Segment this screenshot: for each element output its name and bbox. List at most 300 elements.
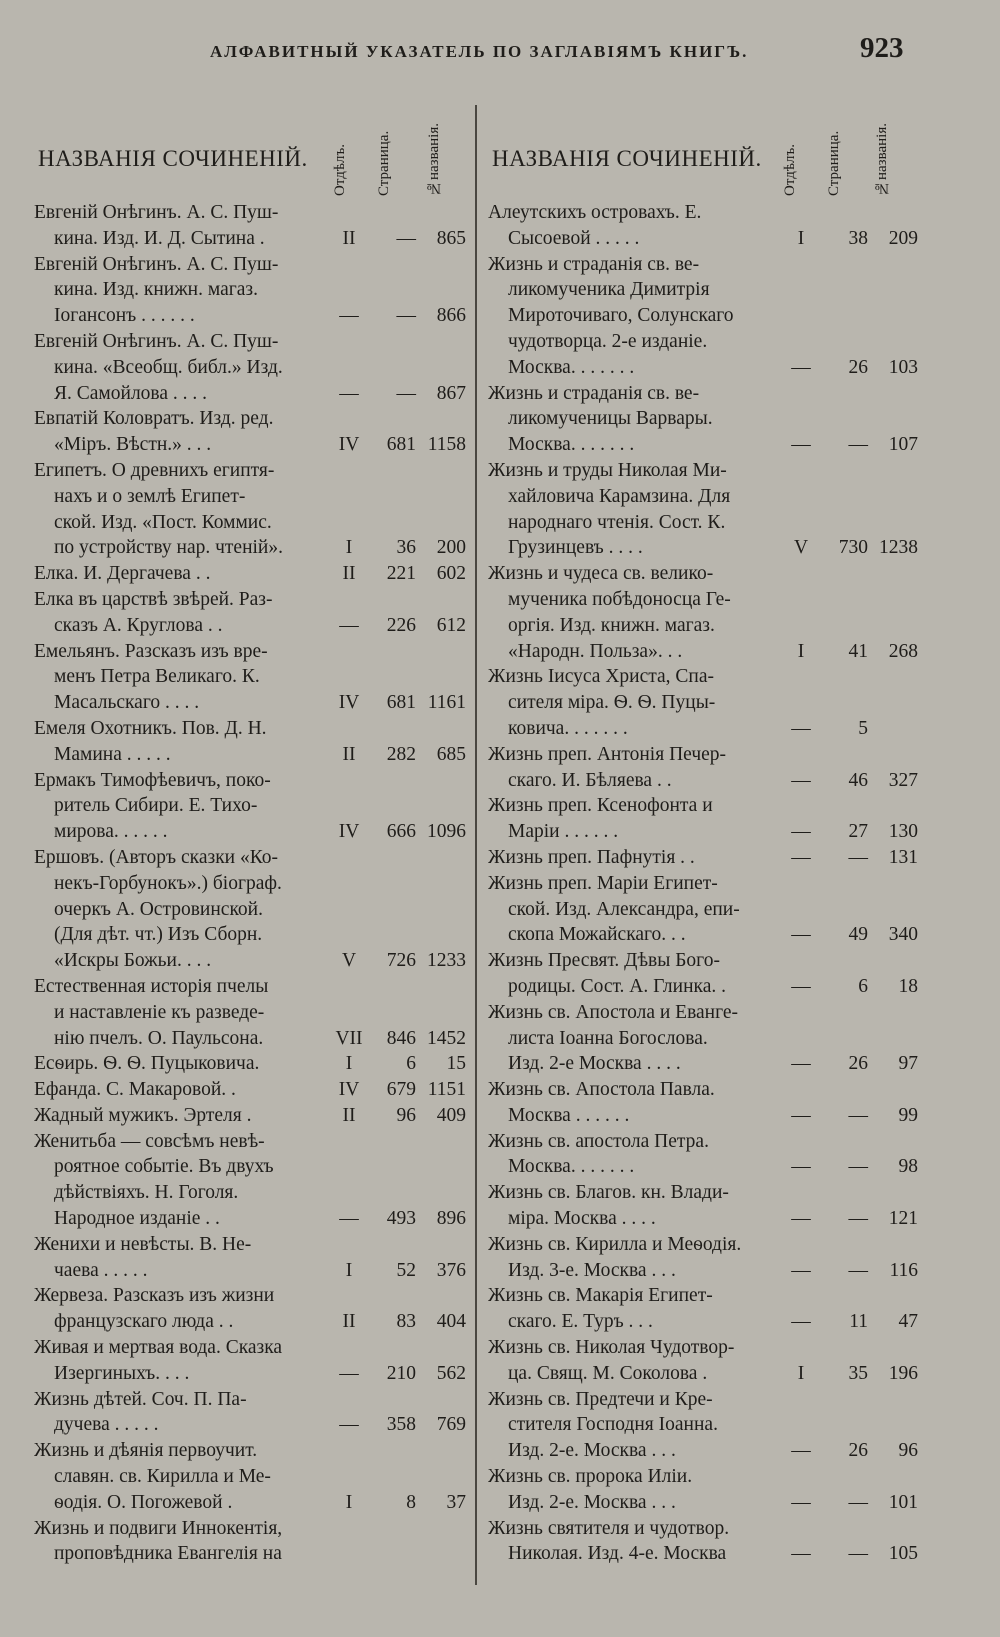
- entry-title-line: «Искры Божьи. . . .: [54, 950, 212, 972]
- entry-page: 282: [386, 743, 416, 765]
- entry-title-line: Народное изданіе . .: [54, 1208, 220, 1230]
- right-column: [488, 100, 918, 1567]
- entry-department: I: [797, 1362, 805, 1384]
- titles-heading: НАЗВАНІЯ СОЧИНЕНІЙ.: [38, 146, 308, 171]
- index-entry: [34, 1077, 466, 1103]
- entry-title-line: Елка. И. Дергачева . .: [34, 563, 211, 585]
- entry-number: 685: [436, 743, 466, 765]
- index-entry: [34, 1103, 466, 1129]
- entry-department: —: [339, 1414, 359, 1436]
- entry-title-line: Емеля Охотникъ. Пов. Д. Н.: [34, 717, 267, 739]
- entry-department: —: [791, 1259, 811, 1281]
- entry-title-line: родицы. Сост. А. Глинка. .: [508, 975, 726, 997]
- entry-title: [488, 1387, 780, 1464]
- entry-title: [34, 458, 328, 561]
- entry-title: [34, 974, 328, 1051]
- entry-title: [488, 664, 780, 741]
- entry-number: 200: [436, 537, 466, 559]
- entry-department: I: [797, 640, 805, 662]
- entry-title-line: Женихи и невѣсты. В. Не-: [34, 1233, 252, 1255]
- entry-title-line: Жизнь и чудеса св. велико-: [488, 563, 714, 585]
- entry-title-line: ковича. . . . . . .: [508, 717, 628, 739]
- index-entry: [488, 458, 918, 561]
- entry-title-line: славян. св. Кирилла и Ме-: [54, 1466, 271, 1488]
- entry-title: [34, 768, 328, 845]
- entry-title-line: менъ Петра Великаго. К.: [54, 666, 260, 688]
- department-heading: Отдѣлъ.: [782, 144, 798, 196]
- entry-page: 730: [838, 537, 868, 559]
- entry-number: 1161: [427, 692, 466, 714]
- entry-title-line: ца. Свящ. М. Соколова .: [508, 1362, 708, 1384]
- entry-page: 226: [386, 614, 416, 636]
- entry-title-line: скопа Можайскаго. . .: [508, 924, 686, 946]
- entry-title-line: Жизнь св. Апостола и Еванге-: [488, 1001, 739, 1023]
- index-entry: [34, 639, 466, 716]
- entry-number: 105: [888, 1543, 918, 1565]
- entry-page: 5: [858, 717, 868, 739]
- entry-title: [488, 793, 780, 845]
- entry-number: 47: [898, 1311, 918, 1333]
- entry-title: [488, 1283, 780, 1335]
- entry-number: 121: [888, 1208, 918, 1230]
- entry-department: —: [791, 1440, 811, 1462]
- entry-title-line: ритель Сибири. Е. Тихо-: [54, 795, 258, 817]
- index-entry: [488, 200, 918, 252]
- entry-title-line: (Для дѣт. чт.) Изъ Сборн.: [54, 924, 263, 946]
- number-heading: №названія.: [426, 123, 442, 196]
- entry-number: 18: [898, 975, 918, 997]
- entry-title: [488, 1129, 780, 1181]
- entry-title-line: некъ-Горбунокъ».) біограф.: [54, 872, 282, 894]
- entry-title-line: Жизнь св. Благов. кн. Влади-: [488, 1182, 729, 1204]
- entry-title-line: Жизнь преп. Пафнутія . .: [488, 846, 695, 868]
- entry-title-line: Жизнь и страданія св. ве-: [488, 253, 700, 275]
- entry-number: 116: [889, 1259, 918, 1281]
- entry-page: —: [396, 305, 416, 327]
- entry-title-line: чудотворца. 2-е изданіе.: [508, 330, 708, 352]
- entry-page: 358: [386, 1414, 416, 1436]
- left-entry-list: [34, 200, 466, 1567]
- index-entry: [34, 200, 466, 252]
- entry-title-line: Жизнь св. апостола Петра.: [488, 1130, 709, 1152]
- entry-title: [34, 329, 328, 406]
- entry-page: —: [396, 227, 416, 249]
- entry-title: [488, 742, 780, 794]
- entry-department: I: [345, 1053, 353, 1075]
- entry-title-line: очеркъ А. Островинской.: [54, 898, 263, 920]
- entry-title: [34, 252, 328, 329]
- entry-title: [34, 1232, 328, 1284]
- entry-title-line: Жизнь и труды Николая Ми-: [488, 459, 727, 481]
- index-entry: [34, 1232, 466, 1284]
- index-entry: [34, 561, 466, 587]
- entry-title: [488, 1335, 780, 1387]
- entry-title: [34, 1335, 328, 1387]
- index-entry: [34, 1516, 466, 1568]
- entry-number: 1233: [427, 950, 466, 972]
- entry-title-line: мирова. . . . . .: [54, 821, 168, 843]
- entry-title-line: Изд. 2-е. Москва . . .: [508, 1440, 676, 1462]
- entry-department: —: [791, 356, 811, 378]
- left-column: [34, 100, 466, 1567]
- index-entry: [488, 948, 918, 1000]
- entry-page: 681: [386, 434, 416, 456]
- entry-title-line: Москва . . . . . .: [508, 1104, 630, 1126]
- entry-title: [34, 1283, 328, 1335]
- index-entry: [488, 1129, 918, 1181]
- entry-title-line: сказъ А. Круглова . .: [54, 614, 223, 636]
- entry-page: 493: [386, 1208, 416, 1230]
- entry-page: —: [396, 382, 416, 404]
- entry-number: 340: [888, 924, 918, 946]
- entry-department: —: [339, 305, 359, 327]
- entry-department: II: [342, 1104, 356, 1126]
- entry-title-line: Изд. 2-е Москва . . . .: [508, 1053, 681, 1075]
- entry-page: 26: [848, 1053, 868, 1075]
- entry-department: —: [791, 1053, 811, 1075]
- page-heading: Страница.: [376, 130, 392, 196]
- entry-title-line: ской. Изд. Александра, епи-: [508, 898, 740, 920]
- entry-department: II: [342, 743, 356, 765]
- index-entry: [34, 1438, 466, 1515]
- index-entry: [488, 561, 918, 664]
- entry-number: 1238: [879, 537, 918, 559]
- entry-page: 6: [406, 1053, 416, 1075]
- entry-number: 131: [888, 846, 918, 868]
- entry-department: II: [342, 227, 356, 249]
- entry-title-line: стителя Господня Іоанна.: [508, 1414, 718, 1436]
- entry-number: 101: [888, 1491, 918, 1513]
- entry-page: —: [848, 1208, 868, 1230]
- entry-title-line: Изергиныхъ. . . .: [54, 1362, 190, 1384]
- entry-department: —: [791, 821, 811, 843]
- entry-title: [34, 1129, 328, 1232]
- entry-page: —: [848, 1259, 868, 1281]
- entry-title-line: Москва. . . . . . .: [508, 434, 635, 456]
- entry-title: [488, 458, 780, 561]
- entry-title: [488, 200, 780, 252]
- entry-department: —: [791, 1104, 811, 1126]
- entry-title-line: Жизнь св. Апостола Павла.: [488, 1079, 715, 1101]
- entry-title-line: Евгеній Онѣгинъ. А. С. Пуш-: [34, 202, 279, 223]
- entry-department: —: [791, 975, 811, 997]
- entry-title: [34, 845, 328, 974]
- entry-title-line: Жизнь преп. Ксенофонта и: [488, 795, 713, 817]
- entry-title-line: Грузинцевъ . . . .: [508, 537, 643, 559]
- entry-title: [34, 639, 328, 716]
- entry-title-line: Ершовъ. (Авторъ сказки «Ко-: [34, 846, 279, 868]
- entry-title-line: Ермакъ Тимофѣевичъ, поко-: [34, 769, 271, 791]
- page-heading: Страница.: [826, 130, 842, 196]
- running-title: АЛФАВИТНЫЙ УКАЗАТЕЛЬ ПО ЗАГЛАВІЯМЪ КНИГЪ.: [210, 42, 749, 61]
- entry-title-line: дучева . . . . .: [54, 1414, 159, 1436]
- entry-title-line: сителя міра. Ѳ. Ѳ. Пуцы-: [508, 692, 716, 714]
- entry-page: 46: [848, 769, 868, 791]
- entry-title-line: Жизнь Пресвят. Дѣвы Бого-: [488, 950, 720, 972]
- entry-title-line: скаго. И. Бѣляева . .: [508, 769, 672, 791]
- entry-number: 1158: [427, 434, 466, 456]
- entry-title-line: Изд. 3-е. Москва . . .: [508, 1259, 676, 1281]
- entry-page: 35: [848, 1362, 868, 1384]
- entry-title-line: мученика побѣдоносца Ге-: [508, 588, 731, 610]
- index-entry: [488, 1464, 918, 1516]
- index-entry: [488, 845, 918, 871]
- titles-heading: НАЗВАНІЯ СОЧИНЕНІЙ.: [492, 146, 762, 171]
- entry-title: [488, 1232, 780, 1284]
- index-entry: [488, 1077, 918, 1129]
- entry-title-line: Жизнь св. Макарія Египет-: [488, 1285, 713, 1307]
- entry-title-line: Жизнь Іисуса Христа, Спа-: [488, 666, 714, 688]
- index-entry: [34, 458, 466, 561]
- entry-page: 26: [848, 1440, 868, 1462]
- entry-department: I: [345, 1491, 353, 1513]
- entry-title: [488, 1464, 780, 1516]
- entry-number: 602: [436, 563, 466, 585]
- entry-page: 26: [848, 356, 868, 378]
- entry-page: 49: [848, 924, 868, 946]
- entry-title-line: ѳодія. О. Погожевой .: [54, 1491, 233, 1513]
- right-column-header: [488, 100, 918, 200]
- entry-title-line: нахъ и о землѣ Египет-: [54, 485, 246, 507]
- entry-number: 865: [436, 227, 466, 249]
- entry-department: —: [339, 1208, 359, 1230]
- entry-department: —: [791, 1208, 811, 1230]
- entry-page: 8: [406, 1491, 416, 1513]
- entry-number: 376: [436, 1259, 466, 1281]
- entry-number: 107: [888, 434, 918, 456]
- entry-title-line: по устройству нар. чтеній».: [54, 537, 283, 559]
- index-entry: [34, 406, 466, 458]
- entry-title-line: Емельянъ. Разсказъ изъ вре-: [34, 640, 268, 662]
- index-entry: [488, 1180, 918, 1232]
- entry-title-line: Жизнь святителя и чудотвор.: [488, 1517, 730, 1539]
- entry-number: 409: [436, 1104, 466, 1126]
- entry-title: [488, 845, 780, 871]
- entry-title-line: Алеутскихъ островахъ. Е.: [488, 202, 702, 223]
- entry-page: 83: [396, 1311, 416, 1333]
- entry-department: II: [342, 1311, 356, 1333]
- entry-title-line: Живая и мертвая вода. Сказка: [34, 1337, 283, 1359]
- right-entry-list: [488, 200, 918, 1567]
- entry-title: [488, 871, 780, 948]
- entry-department: —: [339, 614, 359, 636]
- left-column-header: [34, 100, 466, 200]
- entry-title: [34, 1438, 328, 1515]
- entry-number: 209: [888, 227, 918, 249]
- entry-title-line: Жизнь и страданія св. ве-: [488, 382, 700, 404]
- entry-page: 6: [858, 975, 868, 997]
- entry-title-line: дѣйствіяхъ. Н. Гоголя.: [54, 1182, 239, 1204]
- entry-title-line: Москва. . . . . . .: [508, 1156, 635, 1178]
- entry-title-line: Изд. 2-е. Москва . . .: [508, 1491, 676, 1513]
- department-heading: Отдѣлъ.: [332, 144, 348, 196]
- entry-department: IV: [338, 821, 360, 843]
- entry-title-line: Жизнь св. Николая Чудотвор-: [488, 1337, 735, 1359]
- entry-title: [488, 561, 780, 664]
- entry-page: 27: [848, 821, 868, 843]
- entry-title-line: хайловича Карамзина. Для: [508, 485, 731, 507]
- entry-title: [488, 1077, 780, 1129]
- entry-number: 98: [898, 1156, 918, 1178]
- entry-department: —: [791, 1543, 811, 1565]
- entry-department: —: [791, 1156, 811, 1178]
- entry-title-line: Есѳирь. Ѳ. Ѳ. Пуцыковича.: [34, 1053, 260, 1075]
- entry-title-line: Жизнь преп. Маріи Египет-: [488, 872, 718, 894]
- entry-title-line: Жервеза. Разсказъ изъ жизни: [34, 1285, 275, 1307]
- entry-number: 896: [436, 1208, 466, 1230]
- entry-title-line: Жадный мужикъ. Эртеля .: [34, 1104, 252, 1126]
- entry-title: [34, 587, 328, 639]
- entry-title-line: Николая. Изд. 4-е. Москва: [508, 1543, 727, 1565]
- index-entry: [488, 742, 918, 794]
- entry-title-line: Жизнь св. Кирилла и Меѳодія.: [488, 1233, 742, 1255]
- entry-title: [488, 1000, 780, 1077]
- entry-page: 11: [849, 1311, 868, 1333]
- entry-title: [34, 1077, 328, 1103]
- entry-title-line: Сысоевой . . . . .: [508, 227, 640, 249]
- entry-title-line: Елка въ царствѣ звѣрей. Раз-: [34, 588, 273, 610]
- entry-department: —: [791, 924, 811, 946]
- entry-number: 268: [888, 640, 918, 662]
- entry-title-line: «Народн. Польза». . .: [508, 640, 683, 662]
- column-divider: [475, 105, 477, 1585]
- entry-title: [34, 1516, 328, 1568]
- entry-page: 38: [848, 227, 868, 249]
- entry-title-line: Москва. . . . . . .: [508, 356, 635, 378]
- index-entry: [488, 664, 918, 741]
- entry-title-line: «Міръ. Вѣстн.» . . .: [54, 434, 212, 456]
- index-entry: [34, 1335, 466, 1387]
- entry-title-line: Евпатій Коловратъ. Изд. ред.: [34, 408, 274, 430]
- entry-title-line: Жизнь преп. Антонія Печер-: [488, 743, 727, 765]
- entry-number: 196: [888, 1362, 918, 1384]
- entry-title-line: чаева . . . . .: [54, 1259, 148, 1281]
- entry-title-line: ликомученицы Варвары.: [508, 408, 713, 430]
- entry-title-line: Жизнь св. пророка Иліи.: [488, 1466, 693, 1488]
- entry-number: 866: [436, 305, 466, 327]
- index-entry: [488, 381, 918, 458]
- entry-title: [488, 948, 780, 1000]
- index-entry: [34, 329, 466, 406]
- entry-number: 404: [436, 1311, 466, 1333]
- entry-department: —: [339, 1362, 359, 1384]
- entry-number: 327: [888, 769, 918, 791]
- entry-title-line: Естественная исторія пчелы: [34, 975, 269, 997]
- entry-title-line: Жизнь и дѣянія первоучит.: [34, 1440, 258, 1462]
- entry-title-line: Іогансонъ . . . . . .: [54, 305, 195, 327]
- entry-department: —: [791, 434, 811, 456]
- entry-page: 666: [386, 821, 416, 843]
- entry-title-line: кина. Изд. книжн. магаз.: [54, 279, 258, 301]
- entry-page: —: [848, 1543, 868, 1565]
- index-entry: [34, 974, 466, 1051]
- entry-page: 41: [848, 640, 868, 662]
- entry-title: [34, 716, 328, 768]
- entry-title: [488, 381, 780, 458]
- index-entry: [34, 768, 466, 845]
- entry-title-line: народнаго чтенія. Сост. К.: [508, 511, 726, 533]
- entry-page: 679: [386, 1079, 416, 1101]
- entry-page: 221: [386, 563, 416, 585]
- entry-title-line: Египетъ. О древнихъ египтя-: [34, 459, 275, 481]
- index-entry: [34, 716, 466, 768]
- entry-title-line: кина. Изд. И. Д. Сытина .: [54, 227, 265, 249]
- entry-number: 1452: [427, 1027, 466, 1049]
- entry-title: [34, 1051, 328, 1077]
- entry-title: [34, 200, 328, 252]
- entry-page: 96: [396, 1104, 416, 1126]
- entry-title-line: нію пчелъ. О. Паульсона.: [54, 1027, 264, 1049]
- index-entry: [488, 1232, 918, 1284]
- entry-title: [34, 406, 328, 458]
- entry-title-line: оргія. Изд. книжн. магаз.: [508, 614, 715, 636]
- entry-title-line: скаго. Е. Туръ . . .: [508, 1311, 653, 1333]
- index-entry: [34, 252, 466, 329]
- entry-title-line: французскаго люда . .: [54, 1311, 234, 1333]
- entry-page: 726: [386, 950, 416, 972]
- entry-number: 769: [436, 1414, 466, 1436]
- number-heading: №названія.: [874, 123, 890, 196]
- index-entry: [488, 1387, 918, 1464]
- entry-title-line: Маріи . . . . . .: [508, 821, 619, 843]
- entry-title-line: Ефанда. С. Макаровой. .: [34, 1079, 236, 1101]
- entry-title-line: Евгеній Онѣгинъ. А. С. Пуш-: [34, 330, 279, 352]
- entry-title-line: кина. «Всеобщ. библ.» Изд.: [54, 356, 283, 378]
- entry-page: 846: [386, 1027, 416, 1049]
- entry-title-line: проповѣдника Евангелія на: [54, 1543, 282, 1565]
- entry-number: 15: [446, 1053, 466, 1075]
- entry-department: I: [345, 1259, 353, 1281]
- entry-title: [488, 252, 780, 381]
- entry-department: IV: [338, 434, 360, 456]
- entry-department: —: [339, 382, 359, 404]
- entry-title-line: роятное событіе. Въ двухъ: [54, 1156, 274, 1178]
- entry-department: I: [797, 227, 805, 249]
- entry-title: [488, 1180, 780, 1232]
- index-entry: [34, 587, 466, 639]
- index-entry: [34, 1283, 466, 1335]
- index-entry: [488, 1335, 918, 1387]
- entry-title-line: листа Іоанна Богослова.: [508, 1027, 708, 1049]
- entry-page: 210: [386, 1362, 416, 1384]
- entry-department: —: [791, 846, 811, 868]
- entry-title-line: Жизнь и подвиги Иннокентія,: [34, 1517, 283, 1539]
- entry-department: IV: [338, 1079, 360, 1101]
- entry-title: [488, 1516, 780, 1568]
- entry-title-line: Жизнь дѣтей. Соч. П. Па-: [34, 1388, 247, 1410]
- index-entry: [34, 845, 466, 974]
- entry-number: 99: [898, 1104, 918, 1126]
- entry-title-line: ской. Изд. «Пост. Коммис.: [54, 511, 272, 533]
- entry-department: IV: [338, 692, 360, 714]
- entry-title-line: и наставленіе къ разведе-: [54, 1001, 265, 1023]
- entry-number: 97: [898, 1053, 918, 1075]
- entry-title-line: Мироточиваго, Солунскаго: [508, 305, 734, 327]
- entry-department: II: [342, 563, 356, 585]
- entry-title-line: міра. Москва . . . .: [508, 1208, 656, 1230]
- entry-page: 52: [396, 1259, 416, 1281]
- entry-department: —: [791, 1311, 811, 1333]
- entry-title-line: Я. Самойлова . . . .: [54, 382, 208, 404]
- index-entry: [488, 1283, 918, 1335]
- entry-department: VII: [335, 1027, 363, 1049]
- entry-number: 1096: [427, 821, 466, 843]
- entry-page: —: [848, 1491, 868, 1513]
- entry-title-line: Масальскаго . . . .: [54, 692, 200, 714]
- entry-department: I: [345, 537, 353, 559]
- page-number: 923: [860, 32, 904, 64]
- entry-number: 612: [436, 614, 466, 636]
